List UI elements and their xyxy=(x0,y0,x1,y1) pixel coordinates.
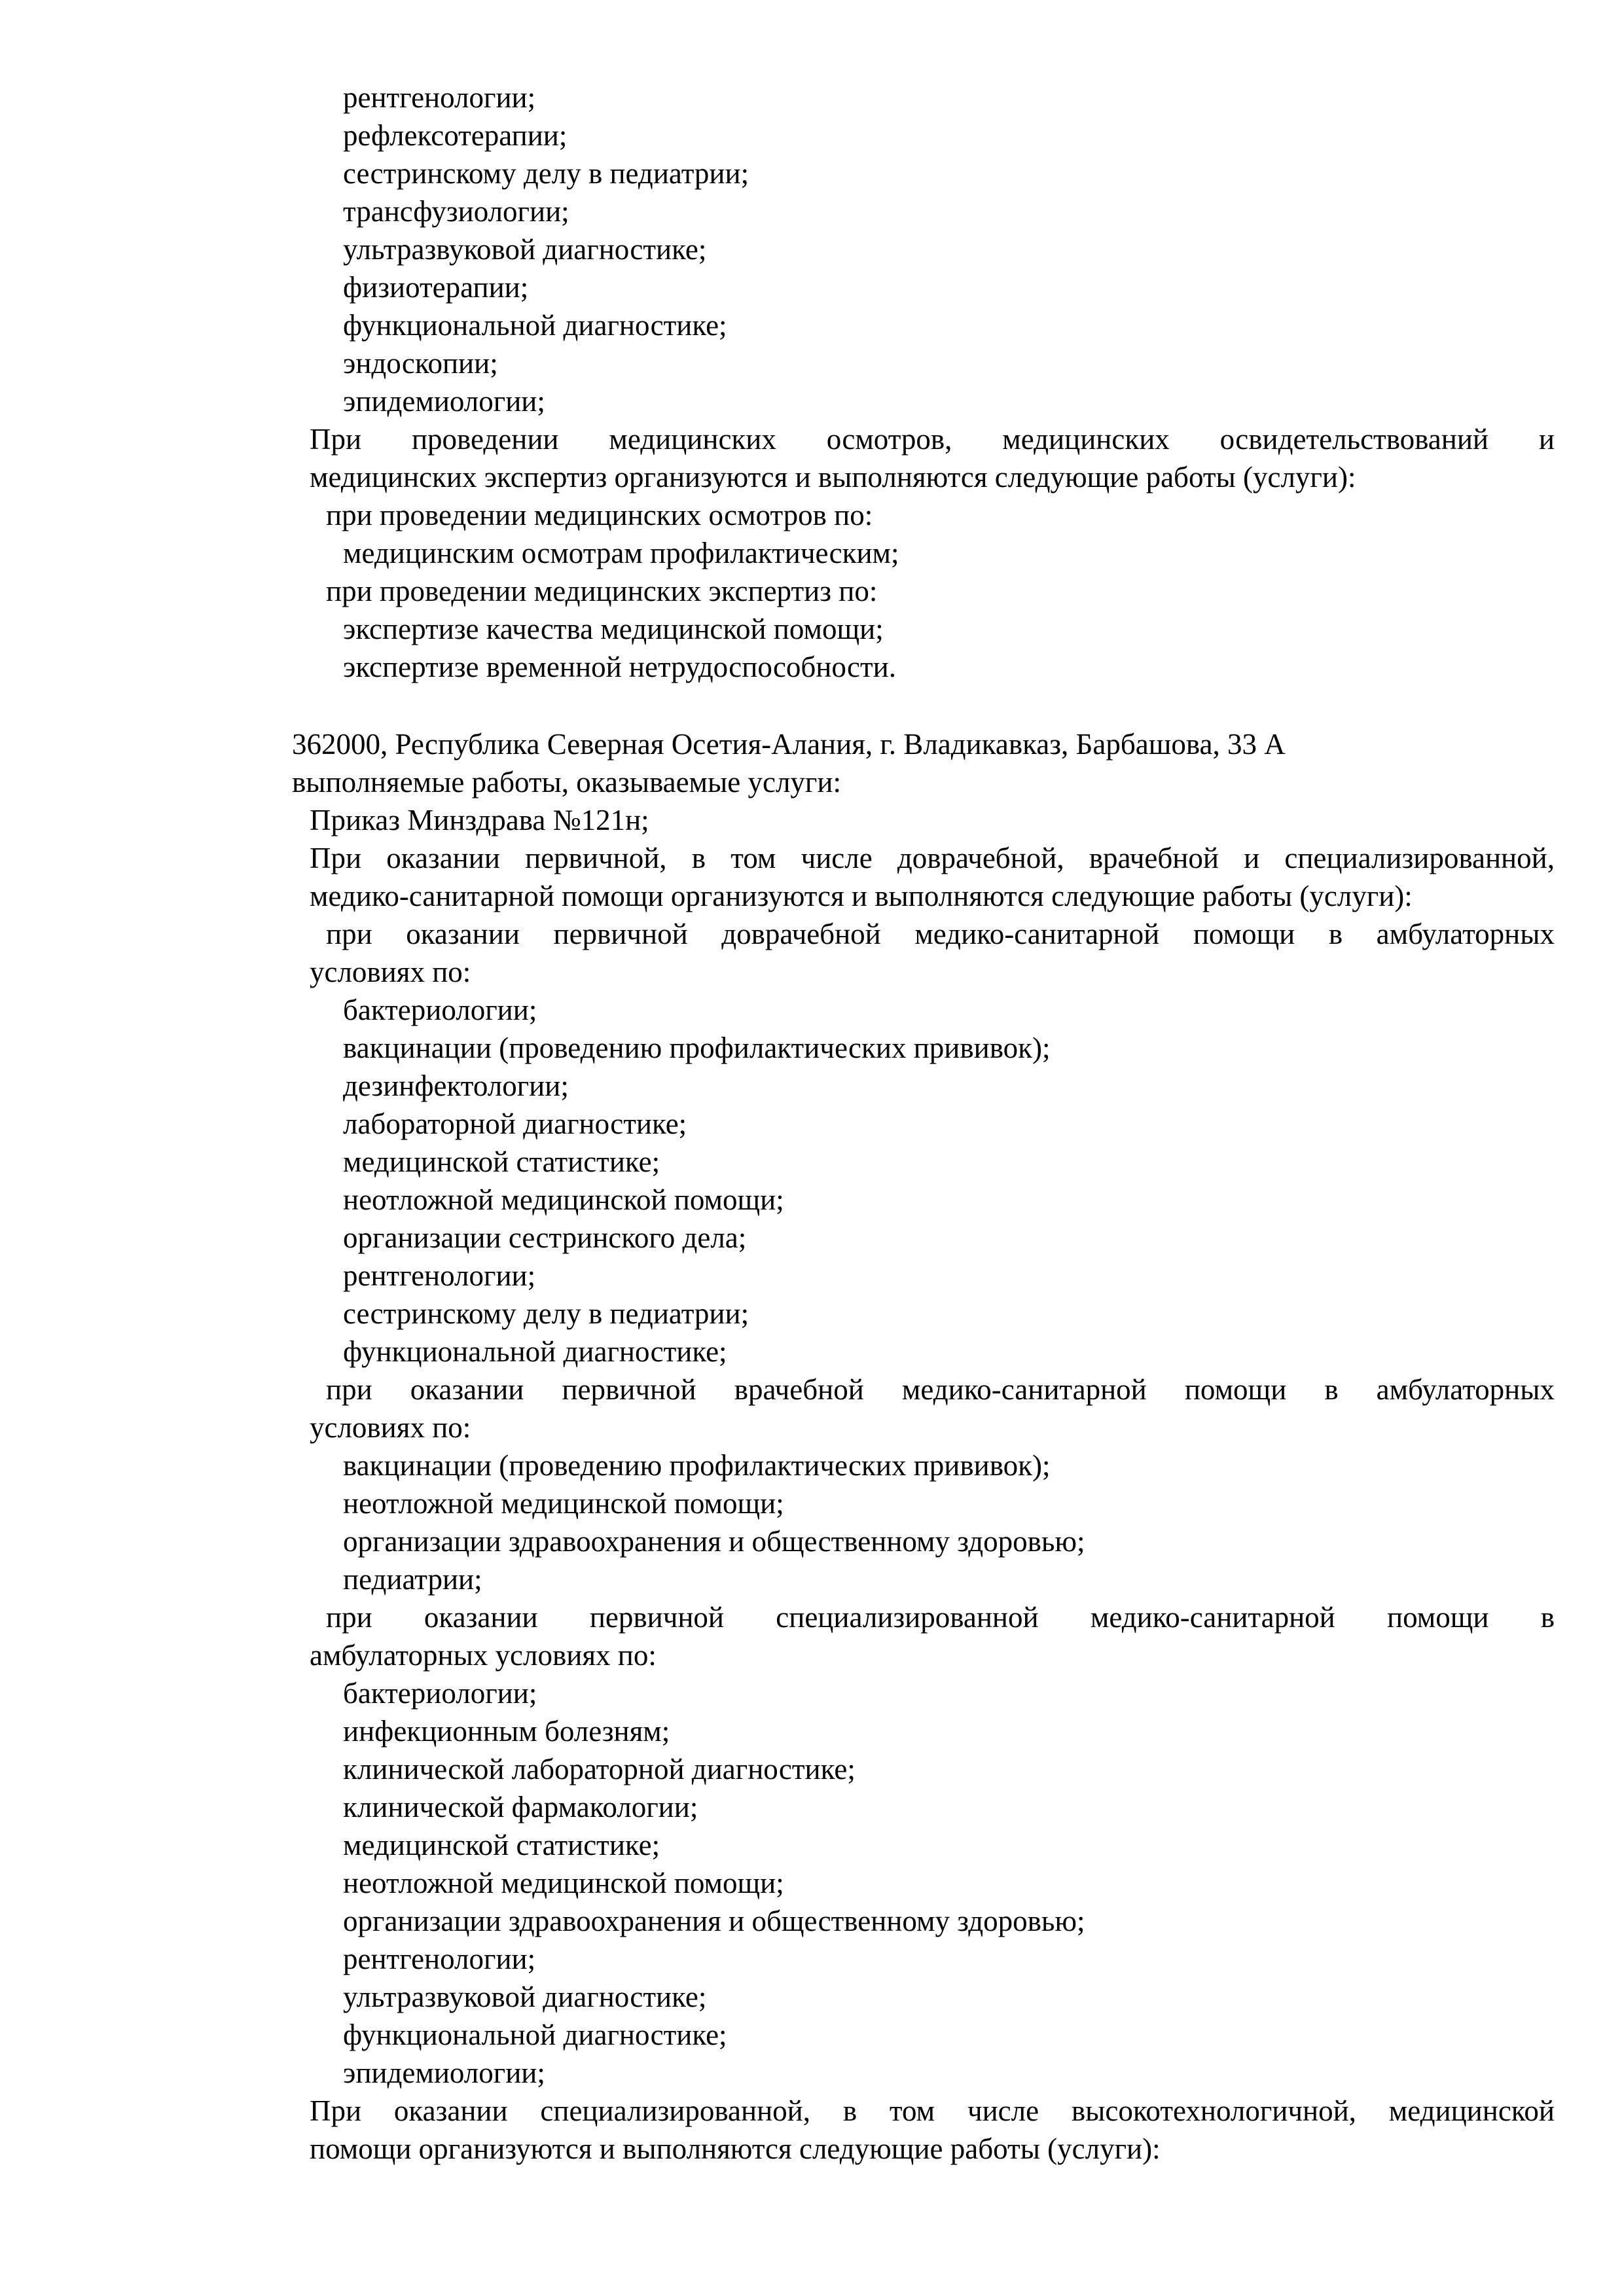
list-item: клинической фармакологии; xyxy=(343,1791,698,1823)
list-item: функциональной диагностике; xyxy=(343,2018,727,2051)
list-item: педиатрии; xyxy=(343,1563,482,1596)
list-item: рентгенологии; xyxy=(343,1259,536,1292)
list-item: трансфузиологии; xyxy=(343,195,569,228)
paragraph-line: При оказании первичной, в том числе доврачебной, врачебной и специализированной, xyxy=(310,842,1555,874)
list-item: ультразвуковой диагностике; xyxy=(343,1981,707,2013)
paragraph-line: При проведении медицинских осмотров, медицинских освидетельствований и xyxy=(310,423,1555,456)
list-item: организации здравоохранения и общественному здоровью; xyxy=(343,1905,1085,1937)
list-item: ультразвуковой диагностике; xyxy=(343,233,707,266)
list-item: рефлексотерапии; xyxy=(343,119,568,152)
list-item: сестринскому делу в педиатрии; xyxy=(343,1297,749,1330)
list-item: сестринскому делу в педиатрии; xyxy=(343,157,749,190)
list-item: рентгенологии; xyxy=(343,1943,536,1975)
list-item: физиотерапии; xyxy=(343,271,529,304)
list-item: дезинфектологии; xyxy=(343,1069,569,1102)
list-item: эпидемиологии; xyxy=(343,2056,545,2089)
section-heading: условиях по: xyxy=(310,1411,471,1444)
list-item: неотложной медицинской помощи; xyxy=(343,1867,784,1899)
paragraph-line: помощи организуются и выполняются следующие работы (услуги): xyxy=(310,2132,1161,2165)
section-heading: условиях по: xyxy=(310,956,471,988)
list-item: вакцинации (проведению профилактических прививок); xyxy=(343,1031,1051,1064)
list-item: рентгенологии; xyxy=(343,81,536,114)
list-item: вакцинации (проведению профилактических прививок); xyxy=(343,1449,1051,1482)
list-item: эпидемиологии; xyxy=(343,385,545,418)
section-heading: при оказании первичной врачебной медико-санитарной помощи в амбулаторных xyxy=(326,1373,1555,1406)
list-item: клинической лабораторной диагностике; xyxy=(343,1753,856,1785)
paragraph-line: выполняемые работы, оказываемые услуги: xyxy=(292,766,841,798)
paragraph-line: медицинских экспертиз организуются и выполняются следующие работы (услуги): xyxy=(310,461,1356,493)
list-item: экспертизе временной нетрудоспособности. xyxy=(343,651,896,683)
list-item: эндоскопии; xyxy=(343,347,498,380)
section-heading: при проведении медицинских осмотров по: xyxy=(326,499,873,531)
list-item: бактериологии; xyxy=(343,1677,537,1710)
list-item: функциональной диагностике; xyxy=(343,309,727,342)
list-item: медицинским осмотрам профилактическим; xyxy=(343,537,899,569)
section-heading: амбулаторных условиях по: xyxy=(310,1639,657,1672)
section-heading: при оказании первичной доврачебной медико-санитарной помощи в амбулаторных xyxy=(326,918,1555,950)
list-item: медицинской статистике; xyxy=(343,1145,660,1178)
order-reference: Приказ Минздрава №121н; xyxy=(310,804,649,836)
list-item: организации сестринского дела; xyxy=(343,1221,747,1254)
list-item: лабораторной диагностике; xyxy=(343,1107,687,1140)
paragraph-line: медико-санитарной помощи организуются и выполняются следующие работы (услуги): xyxy=(310,880,1413,912)
list-item: неотложной медицинской помощи; xyxy=(343,1487,784,1520)
section-heading: при проведении медицинских экспертиз по: xyxy=(326,575,878,607)
list-item: инфекционным болезням; xyxy=(343,1715,670,1748)
section-heading: при оказании первичной специализированной медико-санитарной помощи в xyxy=(326,1601,1555,1634)
paragraph-line: При оказании специализированной, в том числе высокотехнологичной, медицинской xyxy=(310,2094,1555,2127)
list-item: бактериологии; xyxy=(343,994,537,1026)
list-item: экспертизе качества медицинской помощи; xyxy=(343,613,884,645)
address-line: 362000, Республика Северная Осетия-Алания, г. Владикавказ, Барбашова, 33 А xyxy=(292,728,1286,761)
list-item: медицинской статистике; xyxy=(343,1829,660,1861)
list-item: организации здравоохранения и общественному здоровью; xyxy=(343,1525,1085,1558)
list-item: неотложной медицинской помощи; xyxy=(343,1183,784,1216)
list-item: функциональной диагностике; xyxy=(343,1335,727,1368)
